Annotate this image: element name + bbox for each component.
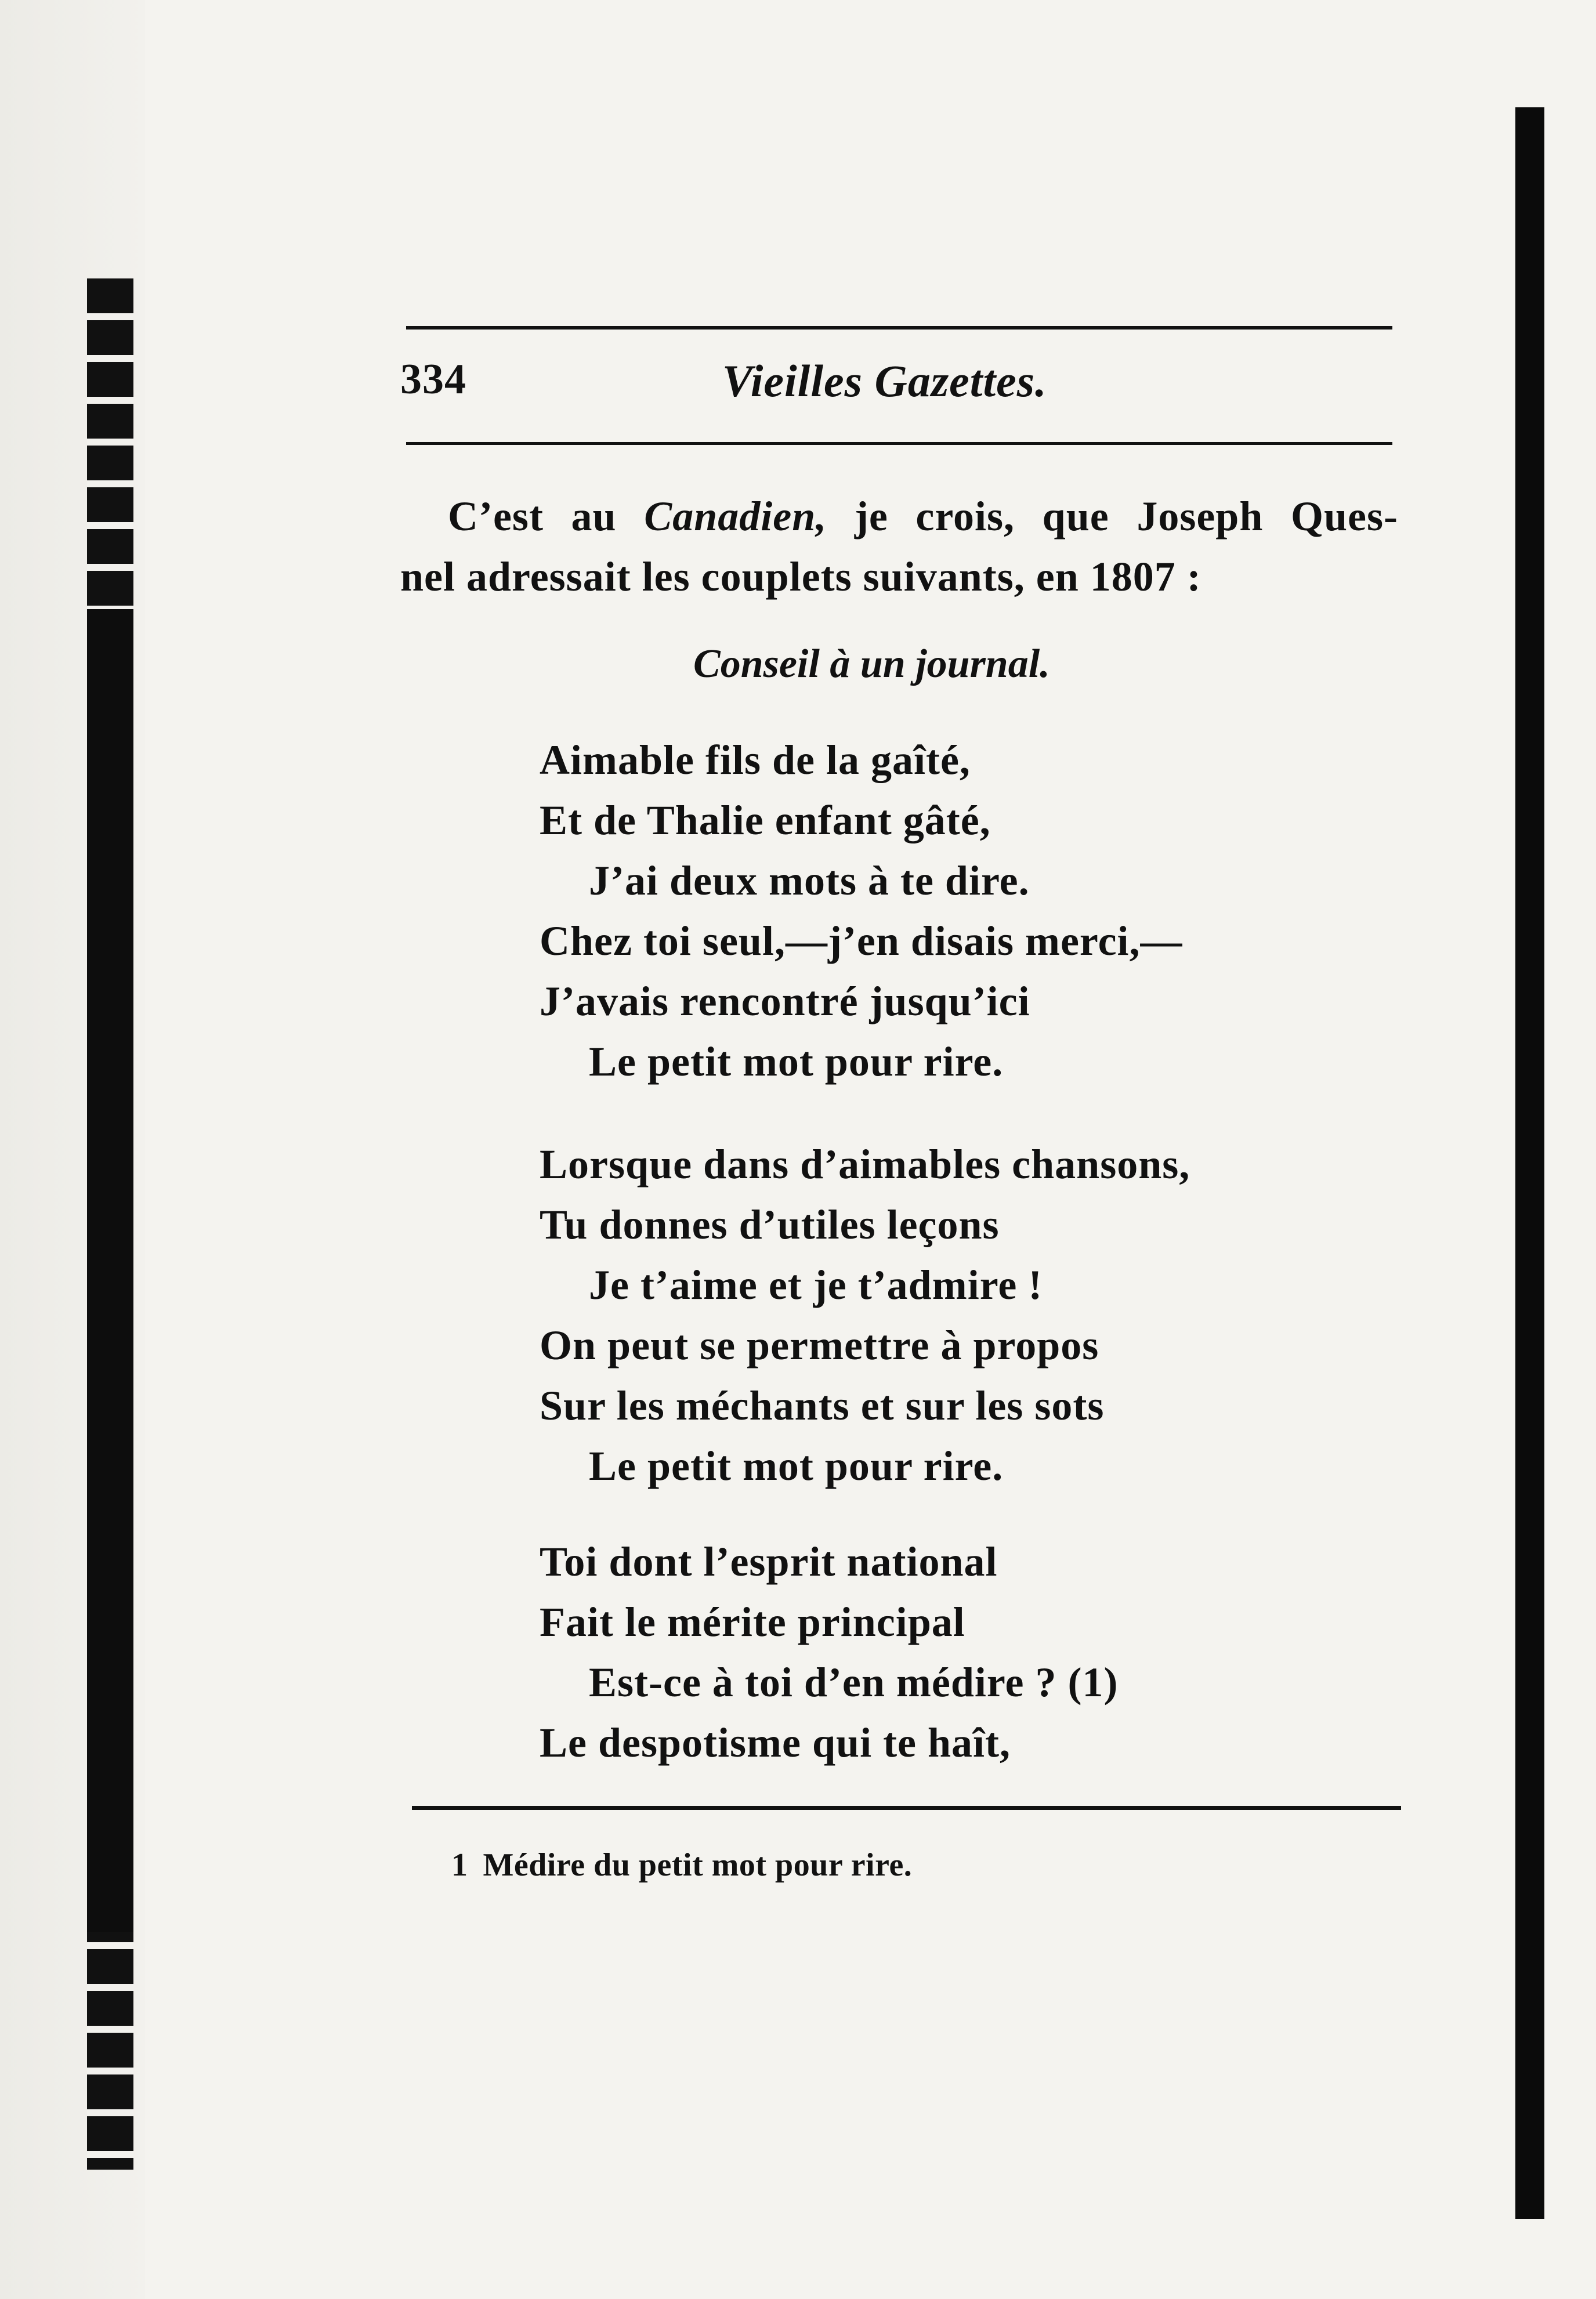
verse-line: Le despotisme qui te haît, [540, 1719, 1011, 1766]
journal-name: Canadien, [644, 493, 827, 540]
page-number: 334 [400, 356, 466, 403]
verse-line: Est-ce à toi d’en médire ? (1) [589, 1659, 1119, 1706]
intro-line-1 [400, 486, 1398, 546]
verse-line: Toi dont l’esprit national [540, 1538, 998, 1585]
verse-line: On peut se permettre à propos [540, 1322, 1099, 1368]
verse-line: Le petit mot pour rire. [589, 1038, 1004, 1085]
verse-line: Le petit mot pour rire. [589, 1443, 1004, 1489]
verse-line: Sur les méchants et sur les sots [540, 1382, 1105, 1429]
verse-line: Lorsque dans d’aimables chansons, [540, 1141, 1190, 1187]
footnote-text: Médire du petit mot pour rire. [483, 1847, 913, 1883]
verse-line: J’ai deux mots à te dire. [589, 857, 1030, 904]
footnote [451, 1847, 912, 1884]
footnote-number: 1 [451, 1847, 468, 1883]
intro-text: C’est au [448, 493, 645, 540]
stanza-2 [540, 1134, 1190, 1496]
verse-line: Chez toi seul,—j’en disais merci,— [540, 918, 1183, 964]
scan-binding-shadow [87, 609, 133, 1932]
verse-line: Fait le mérite principal [540, 1599, 965, 1645]
intro-line-2: nel adressait les couplets suivants, en 1807 : [400, 553, 1201, 600]
intro-paragraph [400, 486, 1398, 607]
intro-text: je crois, que Joseph Ques- [827, 493, 1398, 540]
footnote-rule [412, 1806, 1401, 1810]
verse-line: Aimable fils de la gaîté, [540, 737, 971, 783]
poem-title: Conseil à un journal. [693, 642, 1050, 686]
header-rule-bottom [406, 442, 1392, 445]
verse-line: J’avais rencontré jusqu’ici [540, 978, 1030, 1024]
verse-line: Et de Thalie enfant gâté, [540, 797, 991, 843]
header-rule-top [406, 326, 1392, 330]
stanza-1 [540, 730, 1183, 1092]
scan-right-edge-shadow [1515, 107, 1544, 2219]
verse-line: Je t’aime et je t’admire ! [589, 1262, 1043, 1308]
running-head: Vieilles Gazettes. [722, 356, 1047, 406]
verse-line: Tu donnes d’utiles leçons [540, 1201, 1000, 1248]
stanza-3 [540, 1532, 1118, 1773]
